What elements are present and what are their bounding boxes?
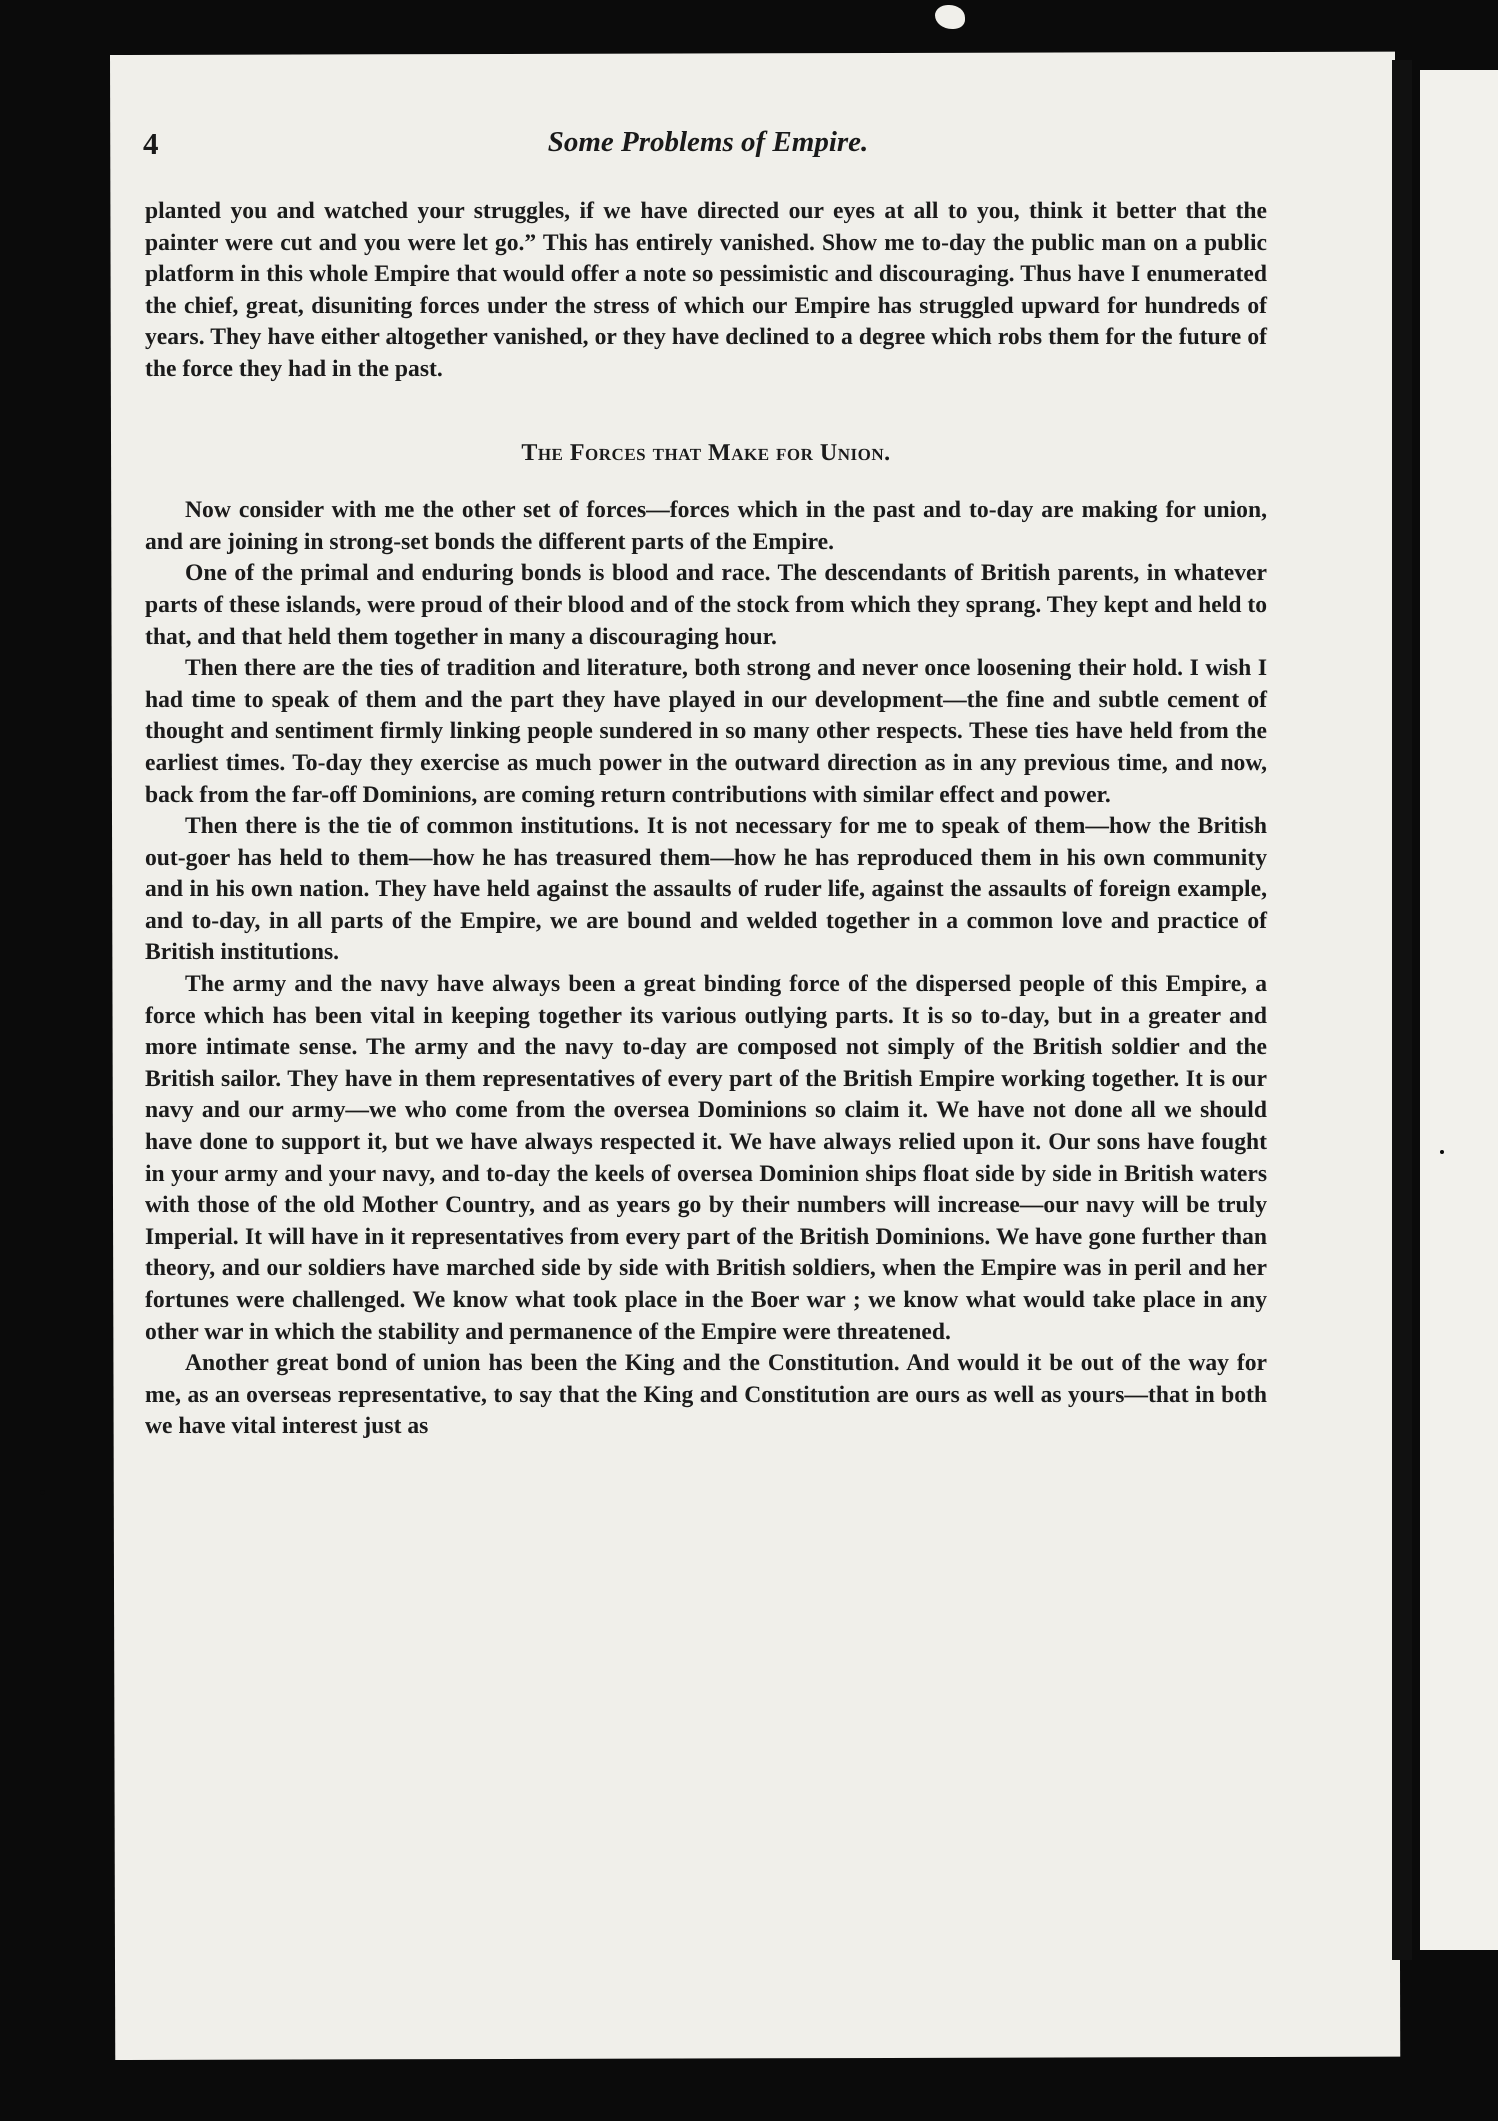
opening-paragraph: planted you and watched your struggles, if we have directed our eyes at all to you, think it better that the painter were cut and you were let go.” This has entirely vanished. Show me to-day the public man on a public platform in this whole Empire that would offer a note so pessimistic and discouraging. Thus have I enumerated the chief, great, disuniting forces under the stress of which our Empire has struggled upward for hundreds of years. They have either altogether vanished, or they have declined to a degree which robs them for the future of the force they had in the past. (145, 198, 1267, 382)
section-heading: The Forces that Make for Union. (521, 439, 891, 466)
paragraph: Now consider with me the other set of forces—forces which in the past and to-day are making for union, and are joining in strong-set bonds the different parts of the Empire. (145, 497, 1267, 555)
body-text (145, 196, 1267, 1443)
paragraph: Another great bond of union has been the King and the Constitution. And would it be out of the way for me, as an overseas representative, to say that the King and Constitution are ours as well as yours—that in both we have vital interest just as (145, 1350, 1267, 1440)
page-gutter (1392, 60, 1412, 1960)
paragraph: Then there are the ties of tradition and literature, both strong and never once loosening their hold. I wish I had time to speak of them and the part they have played in our development—the fine and subtle cement of thought and sentiment firmly linking people sundered in so many other respects. These ties have held from the earliest times. To-day they exercise as much power in the outward direction as in any previous time, and now, back from the far-off Dominions, are coming return contributions with similar effect and power. (145, 655, 1267, 808)
dust-speck (40, 1490, 45, 1495)
dust-speck (1440, 1150, 1444, 1154)
paragraph: The army and the navy have always been a great binding force of the dispersed people of this Empire, a force which has been vital in keeping together its various outlying parts. It is so to-day, but in a greater and more intimate sense. The army and the navy to-day are composed not simply of the British soldier and the British sailor. They have in them representatives of every part of the British Empire working together. It is our navy and our army—we who come from the oversea Dominions so claim it. We have not done all we should have done to support it, but we have always respected it. We have always relied upon it. Our sons have fought in your army and your navy, and to-day the keels of oversea Dominion ships float side by side in British waters with those of the old Mother Country, and as years go by their numbers will increase—our navy will be truly Imperial. It will have in it representatives from every part of the British Dominions. We have gone further than theory, and our soldiers have marched side by side with British soldiers, when the Empire was in peril and her fortunes were challenged. We know what took place in the Boer war ; we know what would take place in any other war in which the stability and permanence of the Empire were threatened. (145, 971, 1267, 1345)
running-title: Some Problems of Empire. (547, 126, 869, 158)
adjacent-page-edge (1420, 70, 1498, 1950)
page-number: 4 (143, 126, 159, 161)
paragraph: Then there is the tie of common institutions. It is not necessary for me to speak of them—how the British out-goer has held to them—how he has treasured them—how he has reproduced them in his own community and in his own nation. They have held against the assaults of ruder life, against the assaults of foreign example, and to-day, in all parts of the Empire, we are bound and welded together in a common love and practice of British institutions. (145, 813, 1267, 966)
film-blot (935, 5, 965, 29)
paragraph: One of the primal and enduring bonds is blood and race. The descendants of British parents, in whatever parts of these islands, were proud of their blood and of the stock from which they sprang. They kept and held to that, and that held them together in many a discouraging hour. (145, 560, 1267, 650)
page-header (143, 126, 1273, 166)
